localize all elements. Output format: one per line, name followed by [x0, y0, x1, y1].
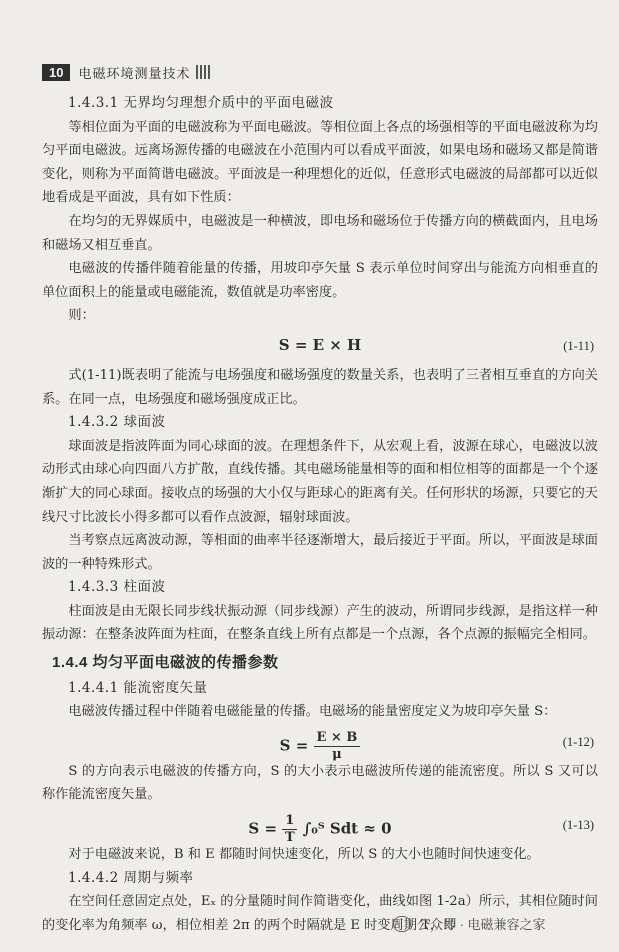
equation-1-11 — [42, 328, 598, 364]
equation-rhs: ∫₀ᵀ Sdt ≈ 0 — [302, 819, 392, 838]
equation-expression: S = E × H — [278, 335, 362, 354]
subsection-heading: 1.4.3.3 柱面波 — [68, 579, 166, 596]
watermark-text: 公众号 · 电磁兼容之家 — [417, 917, 546, 932]
paragraph: S 的方向表示电磁波的传播方向，S 的大小表示电磁波所传递的能流密度。所以 S 又可以称作能流密度矢量。 — [42, 763, 598, 803]
paragraph: 在均匀的无界媒质中，电磁波是一种横波，即电场和磁场位于传播方向的横截面内，且电场和磁场又相互垂直。 — [42, 213, 598, 253]
paragraph: 柱面波是由无限长同步线状振动源（同步线源）产生的波动，所谓同步线源，是指这样一种振动源：在整条波阵面为柱面，在整条直线上所有点都是一个点源，各个点源的振幅完全相同。 — [42, 603, 598, 643]
wechat-icon — [393, 916, 411, 932]
subsection-heading: 1.4.3.2 球面波 — [68, 414, 166, 431]
equation-expression — [42, 813, 598, 846]
header-decoration-icon — [196, 65, 212, 79]
paragraph: 等相位面为平面的电磁波称为平面电磁波。等相位面上各点的场强相等的平面电磁波称为均匀平面电磁波。远离场源传播的电磁波在小范围内可以看成平面波，如果电场和磁场又都是简谐变化，则称为平面简谐电磁波。平面波是一种理想化的近似，任意形式电磁波的局部都可以近似地看成是平面波，具有如下性质： — [42, 119, 598, 206]
equation-number: (1-13) — [562, 818, 594, 833]
paragraph: 当考察点远离波动源，等相面的曲率半径逐渐增大，最后接近于平面。所以，平面波是球面波的一种特殊形式。 — [42, 533, 598, 572]
paragraph: 则： — [68, 308, 95, 324]
fraction-denominator: T — [284, 830, 295, 846]
paragraph: 在空间任意固定点处，Eₓ 的分量随时间作简谐变化，曲线如图 1-2a）所示，其相位随时间的变化率为角频率 ω，相位相差 2π 的两个时隔就是 E 时变周期 T，即 — [42, 894, 598, 933]
subsection-heading: 1.4.4.1 能流密度矢量 — [68, 679, 208, 696]
fraction-denominator: μ — [332, 746, 342, 762]
section-heading: 1.4.4 均匀平面电磁波的传播参数 — [52, 654, 279, 672]
subsection-heading: 1.4.4.2 周期与频率 — [68, 869, 194, 886]
book-title: 电磁环境测量技术 — [78, 65, 191, 81]
equation-number: (1-12) — [562, 734, 594, 749]
subsection-heading: 1.4.3.1 无界均匀理想介质中的平面电磁波 — [68, 95, 334, 111]
equation-expression — [42, 730, 598, 763]
fraction-numerator: E × B — [314, 730, 361, 747]
paragraph: 球面波是指波阵面为同心球面的波。在理想条件下，从宏观上看，波源在球心，电磁波以波动形式由球心向四面八方扩散，直线传播。其电磁场能量相等的面和相位相等的面都是一个个逐渐扩大的同心球面。接收点的场强的大小仅与距球心的距离有关。任何形状的场源，只要它的天线尺寸比波长小得多都可以看作点波源，辐射球面波。 — [42, 438, 598, 525]
equation-number: (1-11) — [563, 338, 594, 353]
fraction-numerator: 1 — [282, 813, 297, 830]
equation-1-13 — [42, 807, 598, 846]
paragraph: 电磁波的传播伴随着能量的传播，用坡印亭矢量 S 表示单位时间穿出与能流方向相垂直的单位面积上的能量或电磁能流，数值就是功率密度。 — [42, 261, 598, 300]
equation-1-12 — [42, 724, 598, 760]
running-header — [42, 63, 212, 81]
page-number: 10 — [42, 64, 70, 81]
page-body — [42, 92, 598, 937]
paragraph: 式(1-11)既表明了能流与电场强度和磁场强度的数量关系，也表明了三者相互垂直的方向关系。在同一点，电场强度和磁场强度成正比。 — [42, 367, 598, 407]
equation-lhs: S = — [248, 819, 278, 838]
paragraph: 对于电磁波来说，B 和 E 都随时间快速变化，所以 S 的大小也随时间快速变化。 — [68, 847, 540, 863]
watermark — [393, 914, 546, 933]
fraction — [314, 730, 361, 763]
fraction — [282, 813, 297, 846]
paragraph: 电磁波传播过程中伴随着电磁能量的传播。电磁场的能量密度定义为坡印亭矢量 S： — [68, 704, 557, 720]
equation-lhs: S = — [279, 736, 309, 755]
